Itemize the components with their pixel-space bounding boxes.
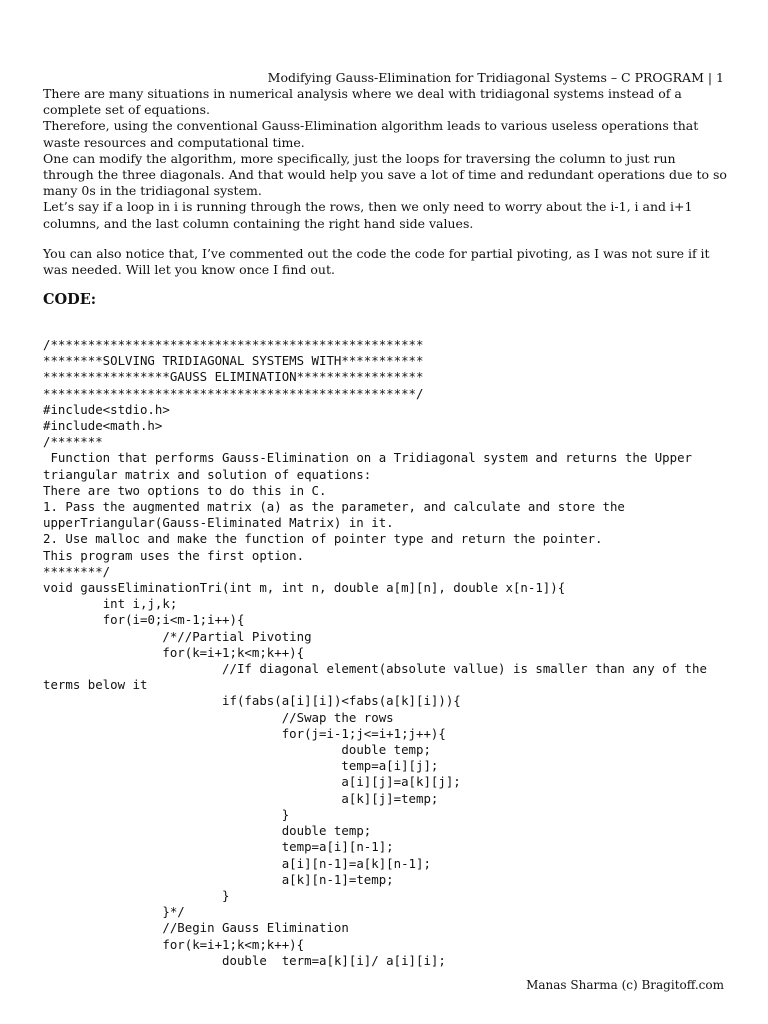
intro-paragraph-4: Let’s say if a loop in i is running through the rows, then we only need to worry about the i-1, i and i+1 columns, and the last column containing the right hand side values. xyxy=(43,199,693,231)
intro-paragraph-5: You can also notice that, I’ve commented out the code the code for partial pivoting, as I was not sure if it was needed. Will let you know once I find out. xyxy=(43,245,710,278)
intro-paragraph-3: One can modify the algorithm, more specifically, just the loops for traversing the column to just run through the three diagonals. And that would help you save a lot of time and redundant operations due to so many 0s in the tridiagonal system. xyxy=(43,150,727,199)
intro-paragraph-2: Therefore, using the conventional Gauss-Elimination algorithm leads to various useless operations that waste resources and computational time. xyxy=(43,118,699,150)
code-block: /************************************************** ********SOLVING TRIDIAGONAL SYSTEMS WITH*********** *****************GAUSS ELIMINATION***************** **************************************************/ #include<stdio.h> #include<math.h> /******* Function that performs Gauss-Elimination on a Tridiagonal system and returns the Upper triangular matrix and solution of equations: There are two options to do this in C. 1. Pass the augmented matrix (a) as the parameter, and calculate and store the upperTriangular(Gauss-Eliminated Matrix) in it. 2. Use malloc and make the function of pointer type and return the pointer. This program uses the first option. ********/ void gaussEliminationTri(int m, int n, double a[m][n], double x[n-1]){ int i,j,k; for(i=0;i<m-1;i++){ /*//Partial Pivoting for(k=i+1;k<m;k++){ //If diagonal element(absolute vallue) is smaller than any of the terms below it if(fabs(a[i][i])<fabs(a[k][i])){ //Swap the rows for(j=i-1;j<=i+1;j++){ double temp; temp=a[i][j]; a[i][j]=a[k][j]; a[k][j]=temp; } double temp; temp=a[i][n-1]; a[i][n-1]=a[k][n-1]; a[k][n-1]=temp; } }*/ //Begin Gauss Elimination for(k=i+1;k<m;k++){ double term=a[k][i]/ a[i][i]; xyxy=(43,337,707,968)
page-footer: Manas Sharma (c) Bragitoff.com xyxy=(526,978,724,992)
page-header: Modifying Gauss-Elimination for Tridiagonal Systems – C PROGRAM | 1 xyxy=(267,70,724,85)
intro-paragraph-1: There are many situations in numerical analysis where we deal with tridiagonal systems instead of a complete set of equations. xyxy=(43,86,682,118)
code-heading: CODE: xyxy=(43,291,97,308)
intro-text xyxy=(43,86,727,278)
